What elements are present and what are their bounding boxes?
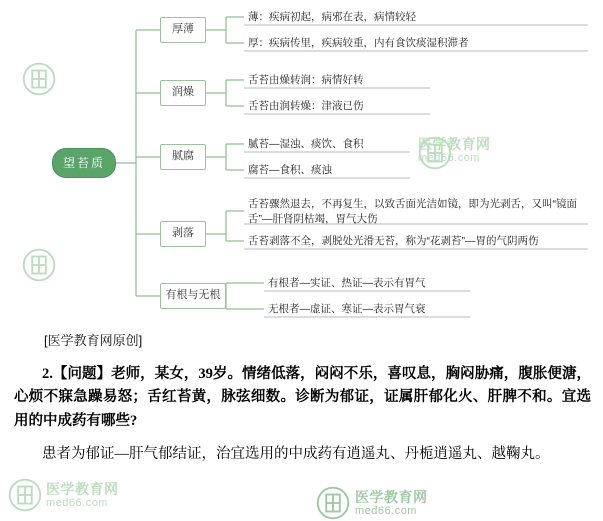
mindmap-leaf-2-1: 舌苔由燥转润：病情好转 (248, 74, 364, 86)
watermark-bottom-left (8, 478, 119, 512)
mindmap-leaf-1-2: 厚：疾病传里，疾病较重，内有食饮痰湿积滞者 (248, 37, 469, 49)
watermark-site-url: med66.com (355, 504, 417, 517)
watermark-site-name: 医学教育网 (355, 488, 428, 505)
mindmap-branch-node-3[interactable]: 腻腐 (160, 144, 206, 170)
mindmap-leaf-1-1: 薄：疾病初起，病邪在表，病情较轻 (248, 11, 416, 23)
mindmap-branch-node-2[interactable]: 润燥 (160, 80, 206, 106)
mindmap-leaf-4-1: 舌苔骤然退去，不再复生，以致舌面光洁如镜，即为光剥舌，又叫“镜面舌”—肝肾阴枯竭，胃气大伤 (248, 198, 577, 226)
mindmap-leaf-3-2: 腐苔—食积、痰浊 (248, 164, 332, 176)
question-paragraph: 2.【问题】老师，某女，39岁。情绪低落，闷闷不乐，喜叹息，胸闷胁痛，腹胀便溏，心烦不寐急躁易怒；舌红苔黄，脉弦细数。诊断为郁证，证属肝郁化火、肝脾不和。宜选用的中成药有哪些? (14, 366, 591, 429)
watermark-site-name: 医学教育网 (46, 480, 119, 497)
source-credit: [医学教育网原创] (44, 333, 143, 348)
mindmap-leaf-5-1: 有根者—实证、热证—表示有胃气 (268, 277, 426, 289)
med66-logo-icon (316, 486, 350, 520)
watermark-bottom-right (316, 486, 428, 520)
watermark-site-url: med66.com (46, 496, 108, 509)
med66-logo-icon (8, 478, 42, 512)
mindmap-leaf-2-2: 舌苔由润转燥：津液已伤 (248, 100, 364, 112)
answer-paragraph: 患者为郁证—肝气郁结证，治宜选用的中成药有逍遥丸、丹栀逍遥丸、越鞠丸。 (42, 446, 550, 463)
mindmap-branch-node-5[interactable]: 有根与无根 (160, 283, 226, 309)
mindmap-branch-node-1[interactable]: 厚薄 (160, 17, 206, 43)
watermark-site-url: med66.com (418, 152, 480, 165)
article-body (0, 330, 603, 467)
mindmap-branch-node-4[interactable]: 剥落 (160, 221, 206, 247)
mindmap-root-node[interactable]: 望苔质 (52, 148, 116, 178)
mindmap-leaf-3-1: 腻苔—湿浊、痰饮、食积 (248, 138, 364, 150)
mindmap-leaf-5-2: 无根者—虚证、寒证—表示胃气衰 (268, 303, 426, 315)
mindmap-leaf-4-2: 舌苔剥落不全，剥脱处光滑无苔，称为“花剥苔”—胃的气阴两伤 (248, 235, 539, 247)
watermark-site-name: 医学教育网 (418, 136, 491, 152)
